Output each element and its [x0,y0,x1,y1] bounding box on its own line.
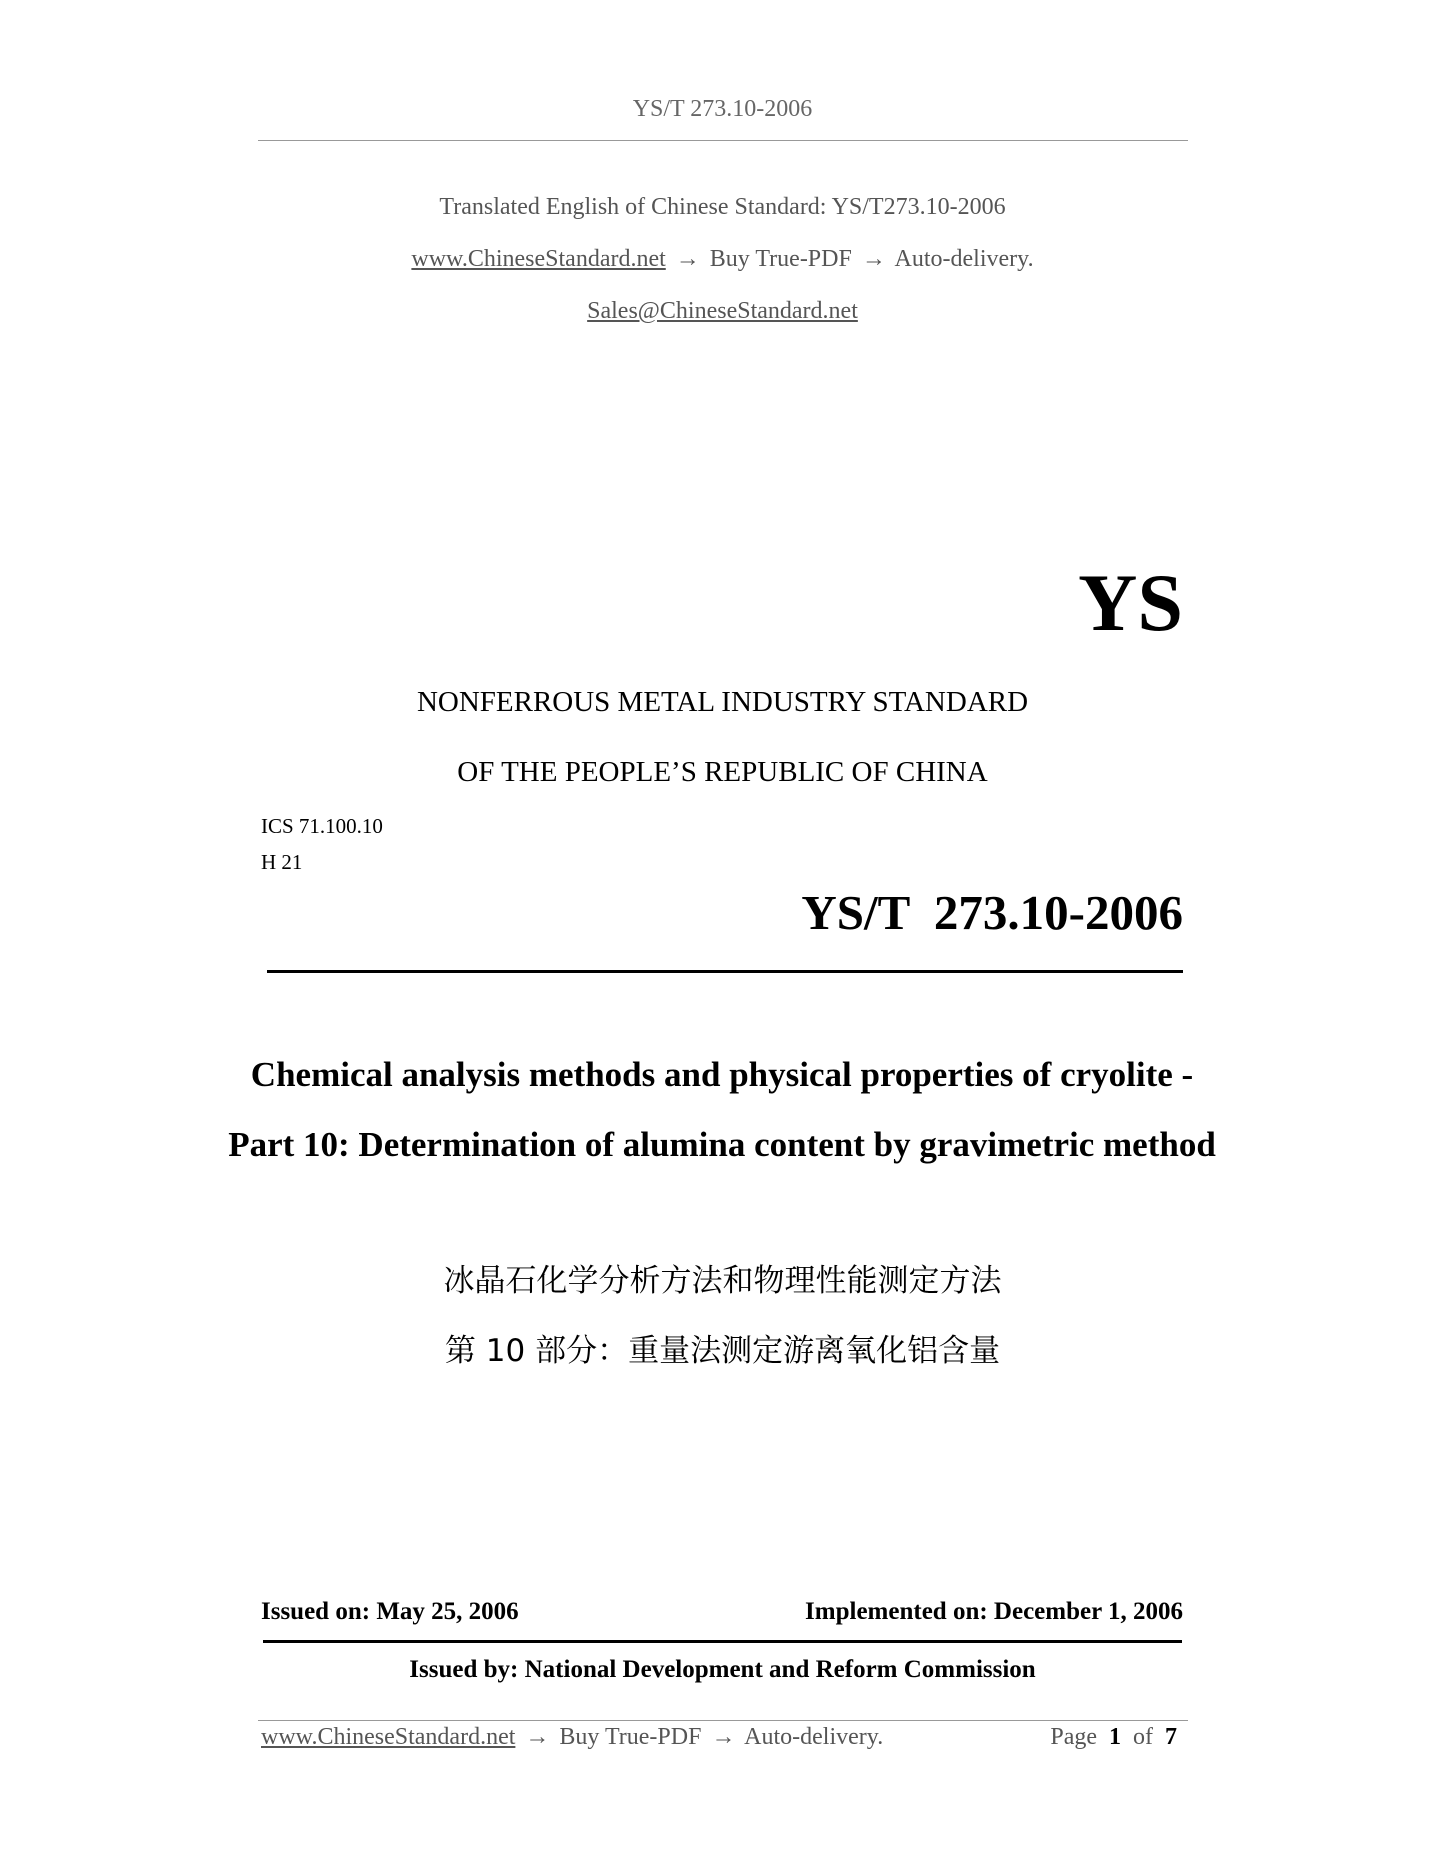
footer-divider [258,1720,1188,1721]
buy-line [0,246,1445,273]
chinese-title-line-1: 冰晶石化学分析方法和物理性能测定方法 [443,1263,1002,1299]
footer-buy-text: Buy True-PDF [559,1724,702,1750]
chinese-title-line-2: 第 10 部分：重量法测定游离氧化铝含量 [444,1333,1001,1369]
page-current: 1 [1109,1724,1121,1750]
issued-by: Issued by: National Development and Reform Commission [409,1656,1036,1683]
footer-auto-delivery-text: Auto-delivery. [744,1724,884,1750]
code-divider [267,970,1183,973]
org-line-1: NONFERROUS METAL INDUSTRY STANDARD [416,686,1029,718]
standard-prefix: YS [1078,557,1183,648]
arrow-icon: → [711,1724,736,1750]
site-link[interactable]: www.ChineseStandard.net [411,246,666,272]
page-of: of [1133,1724,1153,1750]
auto-delivery-text: Auto-delivery. [894,246,1034,272]
page-indicator [1050,1724,1183,1751]
page-label: Page [1050,1724,1097,1750]
translation-notice: Translated English of Chinese Standard: YS/T273.10-2006 [439,194,1006,220]
running-header: YS/T 273.10-2006 [632,96,813,122]
english-title: Chemical analysis methods and physical properties of cryolite - Part 10: Determination of alumina content by gravimetric method [228,1055,1216,1164]
org-line-2: OF THE PEOPLE’S REPUBLIC OF CHINA [457,756,988,788]
issuance-divider [263,1640,1182,1643]
sales-line [0,298,1445,325]
standard-code: YS/T 273.10-2006 [801,885,1183,940]
buy-text: Buy True-PDF [709,246,852,272]
arrow-icon: → [525,1724,550,1750]
arrow-icon: → [861,246,886,272]
implemented-on: Implemented on: December 1, 2006 [805,1598,1183,1625]
sales-email-link[interactable]: Sales@ChineseStandard.net [587,298,858,324]
footer-site-link[interactable]: www.ChineseStandard.net [261,1724,516,1750]
ics-code: ICS 71.100.10 [261,814,383,838]
footer-buy-line [261,1724,883,1751]
arrow-icon: → [675,246,700,272]
page-total: 7 [1165,1724,1177,1750]
issued-on: Issued on: May 25, 2006 [261,1598,519,1625]
header-divider [258,140,1188,141]
h-code: H 21 [261,850,303,874]
